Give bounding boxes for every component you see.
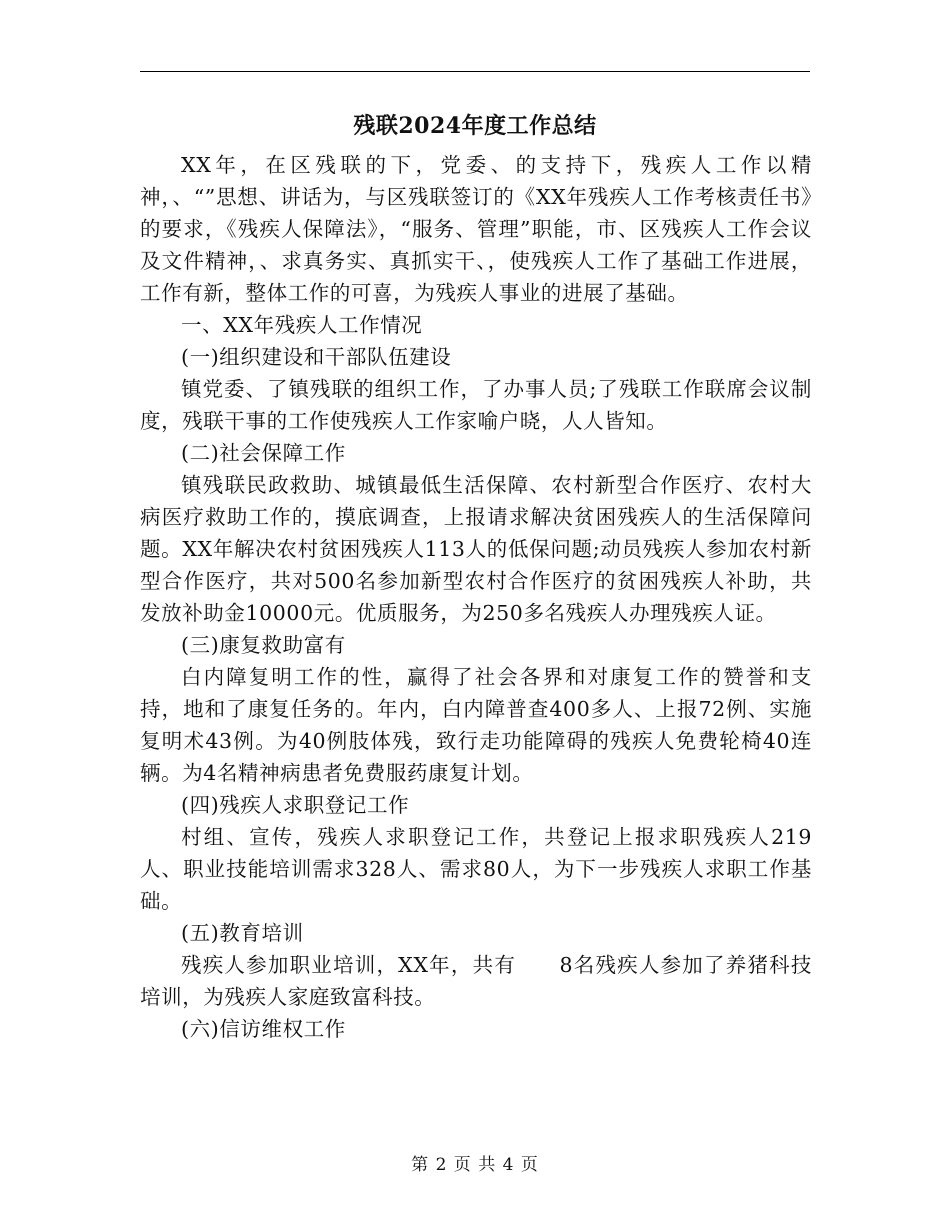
section-heading: (一)组织建设和干部队伍建设 xyxy=(181,345,452,369)
body-paragraph: 村组、宣传，残疾人求职登记工作，共登记上报求职残疾人219人、职业技能培训需求328人、需求80人，为下一步残疾人求职工作基础。 xyxy=(140,825,812,913)
body-paragraph: 白内障复明工作的性，赢得了社会各界和对康复工作的赞誉和支持，地和了康复任务的。年内，白内障普查400多人、上报72例、实施复明术43例。为40例肢体残，致行走功能障碍的残疾人免费轮椅40连辆。为4名精神病患者免费服药康复计划。 xyxy=(140,665,812,785)
section-heading: 一、XX年残疾人工作情况 xyxy=(181,313,423,337)
header-rule xyxy=(140,71,810,72)
section-heading: (二)社会保障工作 xyxy=(181,441,346,465)
section-heading: (三)康复救助富有 xyxy=(181,633,346,657)
body-paragraph: 镇残联民政救助、城镇最低生活保障、农村新型合作医疗、农村大病医疗救助工作的，摸底调查，上报请求解决贫困残疾人的生活保障问题。XX年解决农村贫困残疾人113人的低保问题;动员残疾人参加农村新型合作医疗，共对500名参加新型农村合作医疗的贫困残疾人补助，共发放补助金10000元。优质服务，为250多名残疾人办理残疾人证。 xyxy=(140,473,812,625)
document-body xyxy=(140,149,812,1045)
body-paragraph: XX年，在区残联的下，党委、的支持下，残疾人工作以精神，、“”思想、讲话为，与区残联签订的《XX年残疾人工作考核责任书》的要求，《残疾人保障法》，“服务、管理”职能，市、区残疾人工作会议及文件精神，、求真务实、真抓实干、，使残疾人工作了基础工作进展，工作有新，整体工作的可喜，为残疾人事业的进展了基础。 xyxy=(140,153,812,305)
section-heading: (六)信访维权工作 xyxy=(181,1017,346,1041)
body-paragraph: 残疾人参加职业培训，XX年，共有 8名残疾人参加了养猪科技培训，为残疾人家庭致富科技。 xyxy=(140,953,812,1009)
section-heading: (四)残疾人求职登记工作 xyxy=(181,793,410,817)
document-title: 残联2024年度工作总结 xyxy=(353,113,597,139)
section-heading: (五)教育培训 xyxy=(181,921,304,945)
page-footer: 第 2 页 共 4 页 xyxy=(411,1155,539,1175)
body-paragraph: 镇党委、了镇残联的组织工作，了办事人员;了残联工作联席会议制度，残联干事的工作使残疾人工作家喻户晓，人人皆知。 xyxy=(140,377,812,433)
